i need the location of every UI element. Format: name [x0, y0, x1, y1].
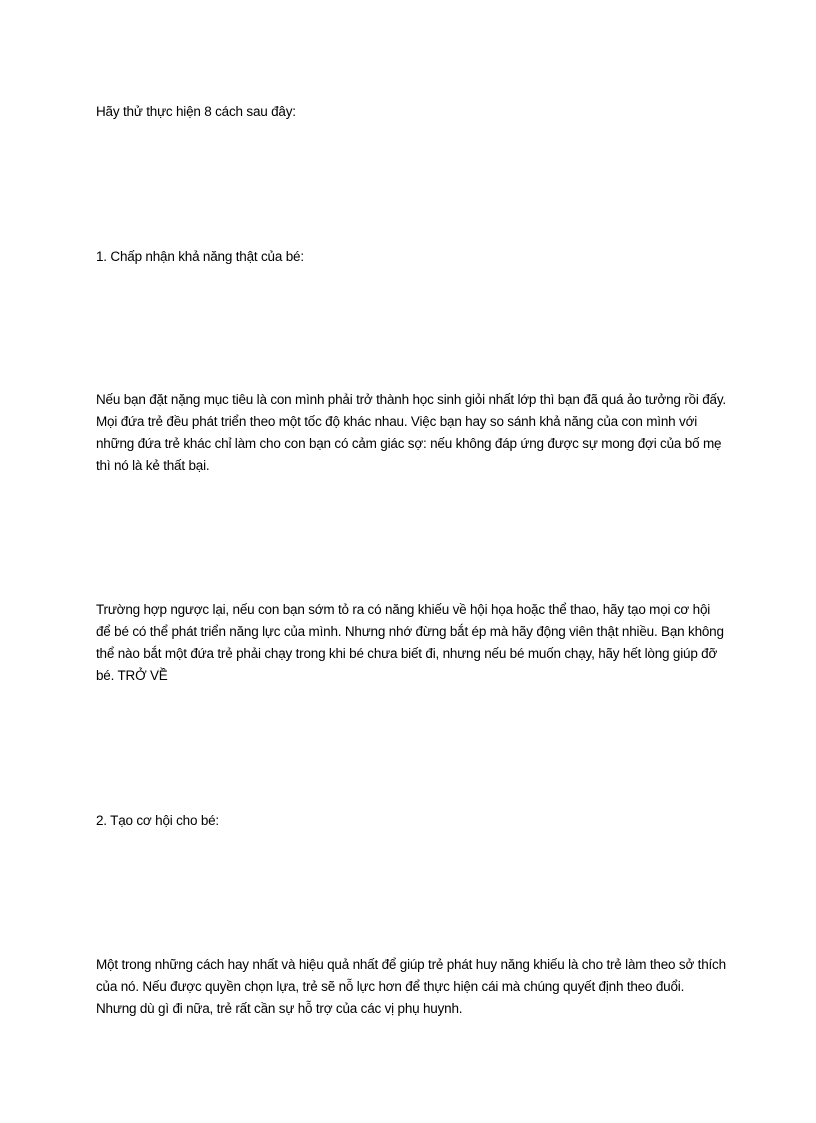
- back-link[interactable]: TRỞ VỀ: [117, 668, 168, 683]
- intro-text: Hãy thử thực hiện 8 cách sau đây:: [96, 104, 296, 119]
- section-1-paragraph-2: [96, 599, 726, 687]
- section-1-paragraph-2-text: Trường hợp ngược lại, nếu con bạn sớm tỏ ra có năng khiếu về hội họa hoặc thể thao, hãy tạo mọi cơ hội để bé có thể phát triển năng lực của mình. Nhưng nhớ đừng bắt ép mà hãy động viên thật nhiều. Bạn không thể nào bắt một đứa trẻ phải chạy trong khi bé chưa biết đi, nhưng nếu bé muốn chạy, hãy hết lòng giúp đỡ bé.: [96, 602, 724, 683]
- section-2-paragraph-1: Một trong những cách hay nhất và hiệu quả nhất để giúp trẻ phát huy năng khiếu là cho trẻ làm theo sở thích của nó. Nếu được quyền chọn lựa, trẻ sẽ nỗ lực hơn để thực hiện cái mà chúng quyết định theo đuổi. Nhưng dù gì đi nữa, trẻ rất cần sự hỗ trợ của các vị phụ huynh.: [96, 957, 726, 1016]
- section-1-heading: 1. Chấp nhận khả năng thật của bé:: [96, 249, 304, 264]
- section-1-paragraph-1: Nếu bạn đặt nặng mục tiêu là con mình phải trở thành học sinh giỏi nhất lớp thì bạn đã quá ảo tưởng rồi đấy. Mọi đứa trẻ đều phát triển theo một tốc độ khác nhau. Việc bạn hay so sánh khả năng của con mình với những đứa trẻ khác chỉ làm cho con bạn có cảm giác sợ: nếu không đáp ứng được sự mong đợi của bố mẹ thì nó là kẻ thất bại.: [96, 392, 726, 473]
- section-2-heading: 2. Tạo cơ hội cho bé:: [96, 813, 219, 828]
